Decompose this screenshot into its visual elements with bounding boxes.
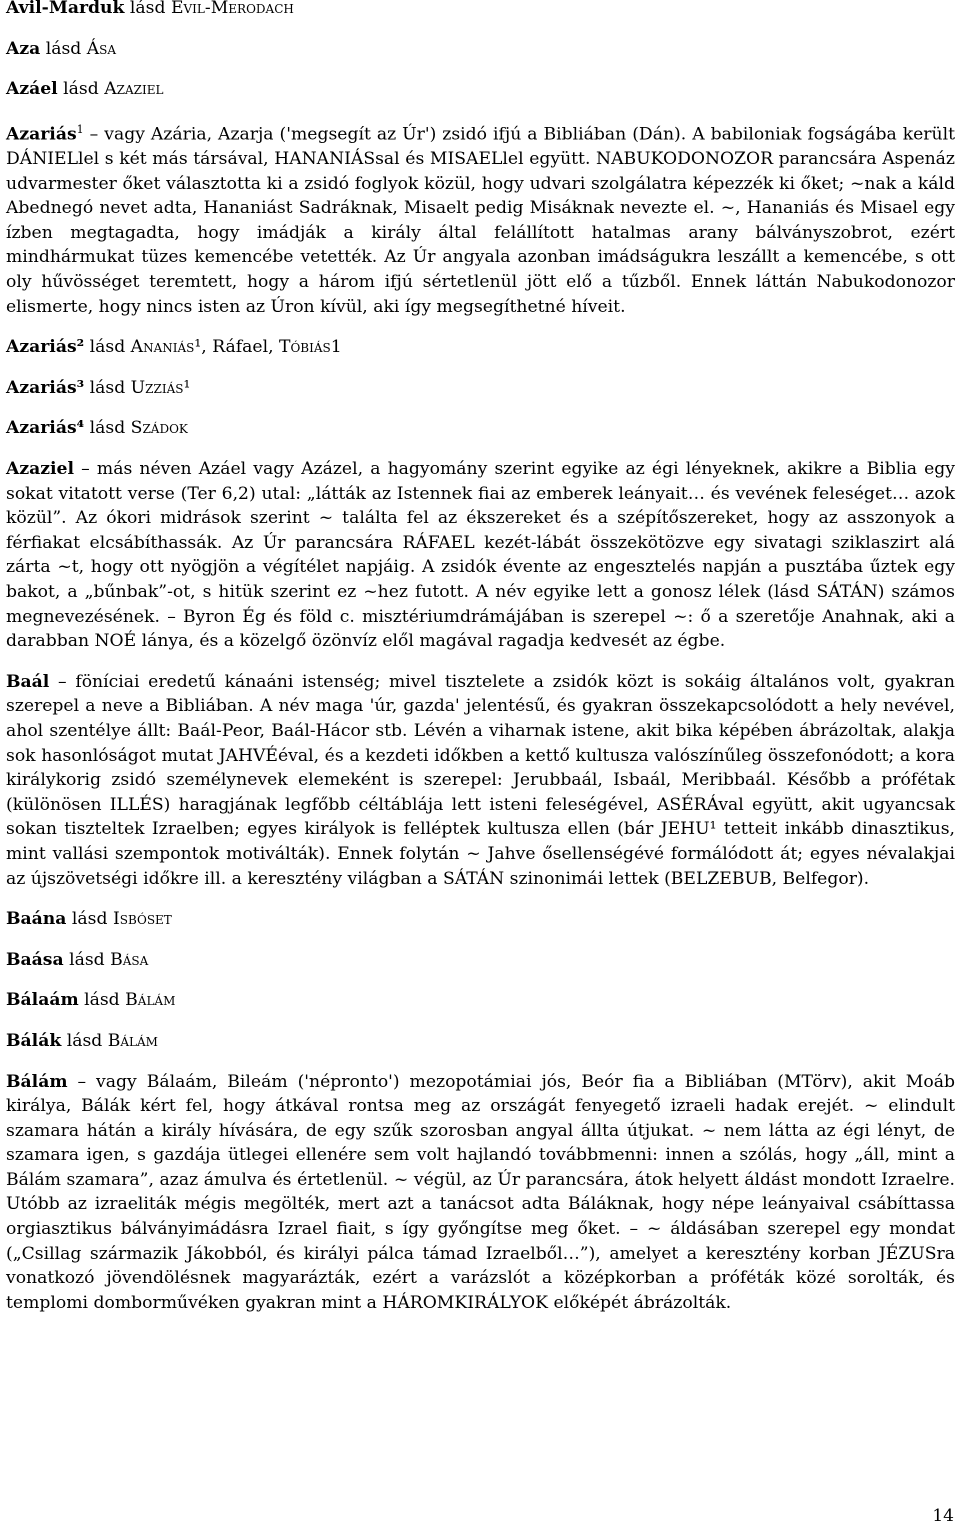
cross-reference: Isbóset [112, 909, 172, 930]
entry-list [6, 0, 955, 1315]
entry-headword: Azaziel [6, 459, 74, 480]
entry-definition: – más néven Azáel vagy Azázel, a hagyomány szerint egyike az égi lényeknek, akikre a Biblia egy sokat vitatott verse (Ter 6,2) utal: „látták az Istennek fiai az emberek leányait… és vevének feleséget… azok közül”. Az ókori midrások szerint ~ találta fel az ékszereket és a szépítőszereket, hogy az asszonyok a férfiakat elcsábíthassák. Az Úr parancsára RÁFAEL kezét-lábát összekötözve egy sivatagi sziklaszirt alá zárta ~t, hogy ott nyögjön a végítélet napjáig. A zsidók évente az engesztelés napján a pusztába űztek egy bakot, a „bűnbak”-ot, s hitük szerint ez ~hez futott. A név egyike lett a gonosz lélek (lásd SÁTÁN) számos megnevezésének. – Byron Ég és föld c. misztériumdrámájában is szerepel ~: ő a szeretője Anahnak, aki a darabban NOÉ lánya, és a közelgő özönvíz elől magával ragadja kedvesét az égbe. [6, 459, 955, 652]
dictionary-entry: Azariás² lásd Ananiás¹, Ráfael, Tóbiás1 [6, 337, 342, 358]
entry-headword: Baál [6, 671, 50, 692]
dictionary-entry: Bálák lásd Bálám [6, 1030, 158, 1051]
headword-superscript: 1 [76, 122, 84, 136]
entry-headword: Azariás [6, 124, 77, 145]
cross-reference: Evil-Merodach [170, 0, 294, 18]
entry-headword: Bálaám [6, 990, 79, 1011]
dictionary-entry: Avil-Marduk lásd Evil-Merodach [6, 0, 294, 18]
cross-reference: Azaziel [104, 79, 164, 100]
dictionary-entry: Azáel lásd Azaziel [6, 79, 164, 100]
entry-definition: – vagy Azária, Azarja ('megsegít az Úr') zsidó ifjú a Bibliában (Dán). A babiloniak fogságába került DÁNIELlel s két más társával, HANANIÁSsal és MISAELlel együtt. NABUKODONOZOR parancsára Aspenáz udvarmester őket választotta ki a zsidó foglyok közül, hogy udvari szolgálatra képezzék ki őket; ~nak a káld Abednegó nevet adta, Hananiást Sadráknak, Misaelt pedig Misáknak nevezte el. ~, Hananiás és Misael egy ízben megtagadta, hogy imádják a király által felállított hatalmas arany bálványszobrot, ezért mindhármukat tüzes kemencébe vetették. Az Úr angyala azonban imádságukra leszállt a kemencébe, s ott oly hűvösséget teremtett, hogy a három ifjú sértetlenül jött elő a tűzből. Ennek láttán Nabukodonozor elismerte, hogy nincs isten az Úron kívül, aki így megsegíthetné híveit. [6, 124, 955, 317]
dictionary-entry: Baása lásd Bása [6, 949, 149, 970]
entry-headword: Azariás⁴ [6, 418, 85, 439]
dictionary-entry [6, 1070, 955, 1316]
cross-reference: Ananiás¹ [130, 337, 202, 358]
dictionary-entry [6, 457, 955, 654]
entry-headword: Aza [6, 38, 41, 59]
cross-reference: Uzziás¹ [130, 377, 191, 398]
dictionary-entry: Bálaám lásd Bálám [6, 990, 176, 1011]
entry-headword: Baána [6, 909, 67, 930]
entry-headword: Bálák [6, 1030, 62, 1051]
entry-headword: Azáel [6, 79, 58, 100]
cross-reference: Bálám [107, 1030, 158, 1051]
entry-headword: Azariás³ [6, 377, 85, 398]
dictionary-entry [6, 670, 955, 891]
entry-headword: Avil-Marduk [6, 0, 125, 18]
entry-headword: Bálám [6, 1071, 68, 1092]
entry-headword: Azariás² [6, 337, 85, 358]
entry-definition: – föníciai eredetű kánaáni istenség; mivel tisztelete a zsidók közt is sokáig általános volt, gyakran szerepel a neve a Bibliában. A név maga 'úr, gazda' jelentésű, és gyakran összekapcsolódott a hely nevével, ahol szentélye állt: Baál-Peor, Baál-Hácor stb. Lévén a viharnak istene, akit bika képében ábrázoltak, alakja sok hasonlóságot mutat JAHVÉéval, és a kezdeti időkben a kettő kultusza valószínűleg összefonódott; a kora királykorig zsidó személynevek elemeként is szerepel: Jerubbaál, Isbaál, Meribbaál. Később a prófétak (különösen ILLÉS) haragjának legfőbb céltáblája lett isteni feleségével, ASÉRÁval együtt, akit ugyancsak sokan tiszteltek Izraelben; egyes királyok is felléptek kultusza ellen (bár JEHU¹ tetteit inkább dinasztikus, mint vallási szempontok motiválták). Ennek folytán ~ Jahve ősellenségévé formálódott át; egyes névalakjai az újszövetségi időkre ill. a keresztény világban a SÁTÁN szinonimái lettek (BELZEBUB, Belfegor). [6, 671, 955, 889]
entry-definition: – vagy Bálaám, Bileám ('népronto') mezopotámiai jós, Beór fia a Bibliában (MTörv), akit Moáb királya, Bálák kért fel, hogy átkával rontsa meg az országát fenyegető izraeli hadak erejét. ~ elindult szamara hátán a király hívására, de egy szűk szorosban angyal állta útjukat. ~ nem látta az égi lényt, de szamara igen, s gazdája ütlegei ellenére sem volt hajlandó továbbmenni: innen a szólás, hogy „áll, mint a Bálám szamara”, azaz ámulva és értetlenül. ~ végül, az Úr parancsára, átok helyett áldást mondott Izraelre. Utóbb az izraeliták mégis megölték, mert azt a tanácsot adta Báláknak, hogy népe leányaival csábíttassa orgiasztikus bálványimádásra Izrael fiait, s így győngítse meg őket. – ~ áldásában szerepel egy mondat („Csillag származik Jákobból, és királyi pálca támad Izraelből…”), amelyet a keresztény korban JÉZUSra vonatkozó jövendölésnek magyarázták, ezért a varázslót a középkorban a próféták közé sorolták, és templomi domborművéken gyakran mint a HÁROMKIRÁLYOK előképét ábrázolták. [6, 1071, 955, 1313]
cross-reference: Ása [86, 38, 117, 59]
dictionary-entry: Azariás³ lásd Uzziás¹ [6, 377, 191, 398]
dictionary-entry [6, 118, 955, 319]
page-number: 14 [932, 1506, 954, 1526]
dictionary-entry: Baána lásd Isbóset [6, 909, 172, 930]
cross-reference: Bása [110, 949, 149, 970]
dictionary-entry: Azariás⁴ lásd Szádok [6, 418, 188, 439]
cross-reference: Tóbiás1 [279, 337, 342, 358]
cross-reference: Bálám [125, 990, 176, 1011]
cross-reference: Szádok [130, 418, 188, 439]
dictionary-entry: Aza lásd Ása [6, 38, 117, 59]
entry-headword: Baása [6, 949, 64, 970]
